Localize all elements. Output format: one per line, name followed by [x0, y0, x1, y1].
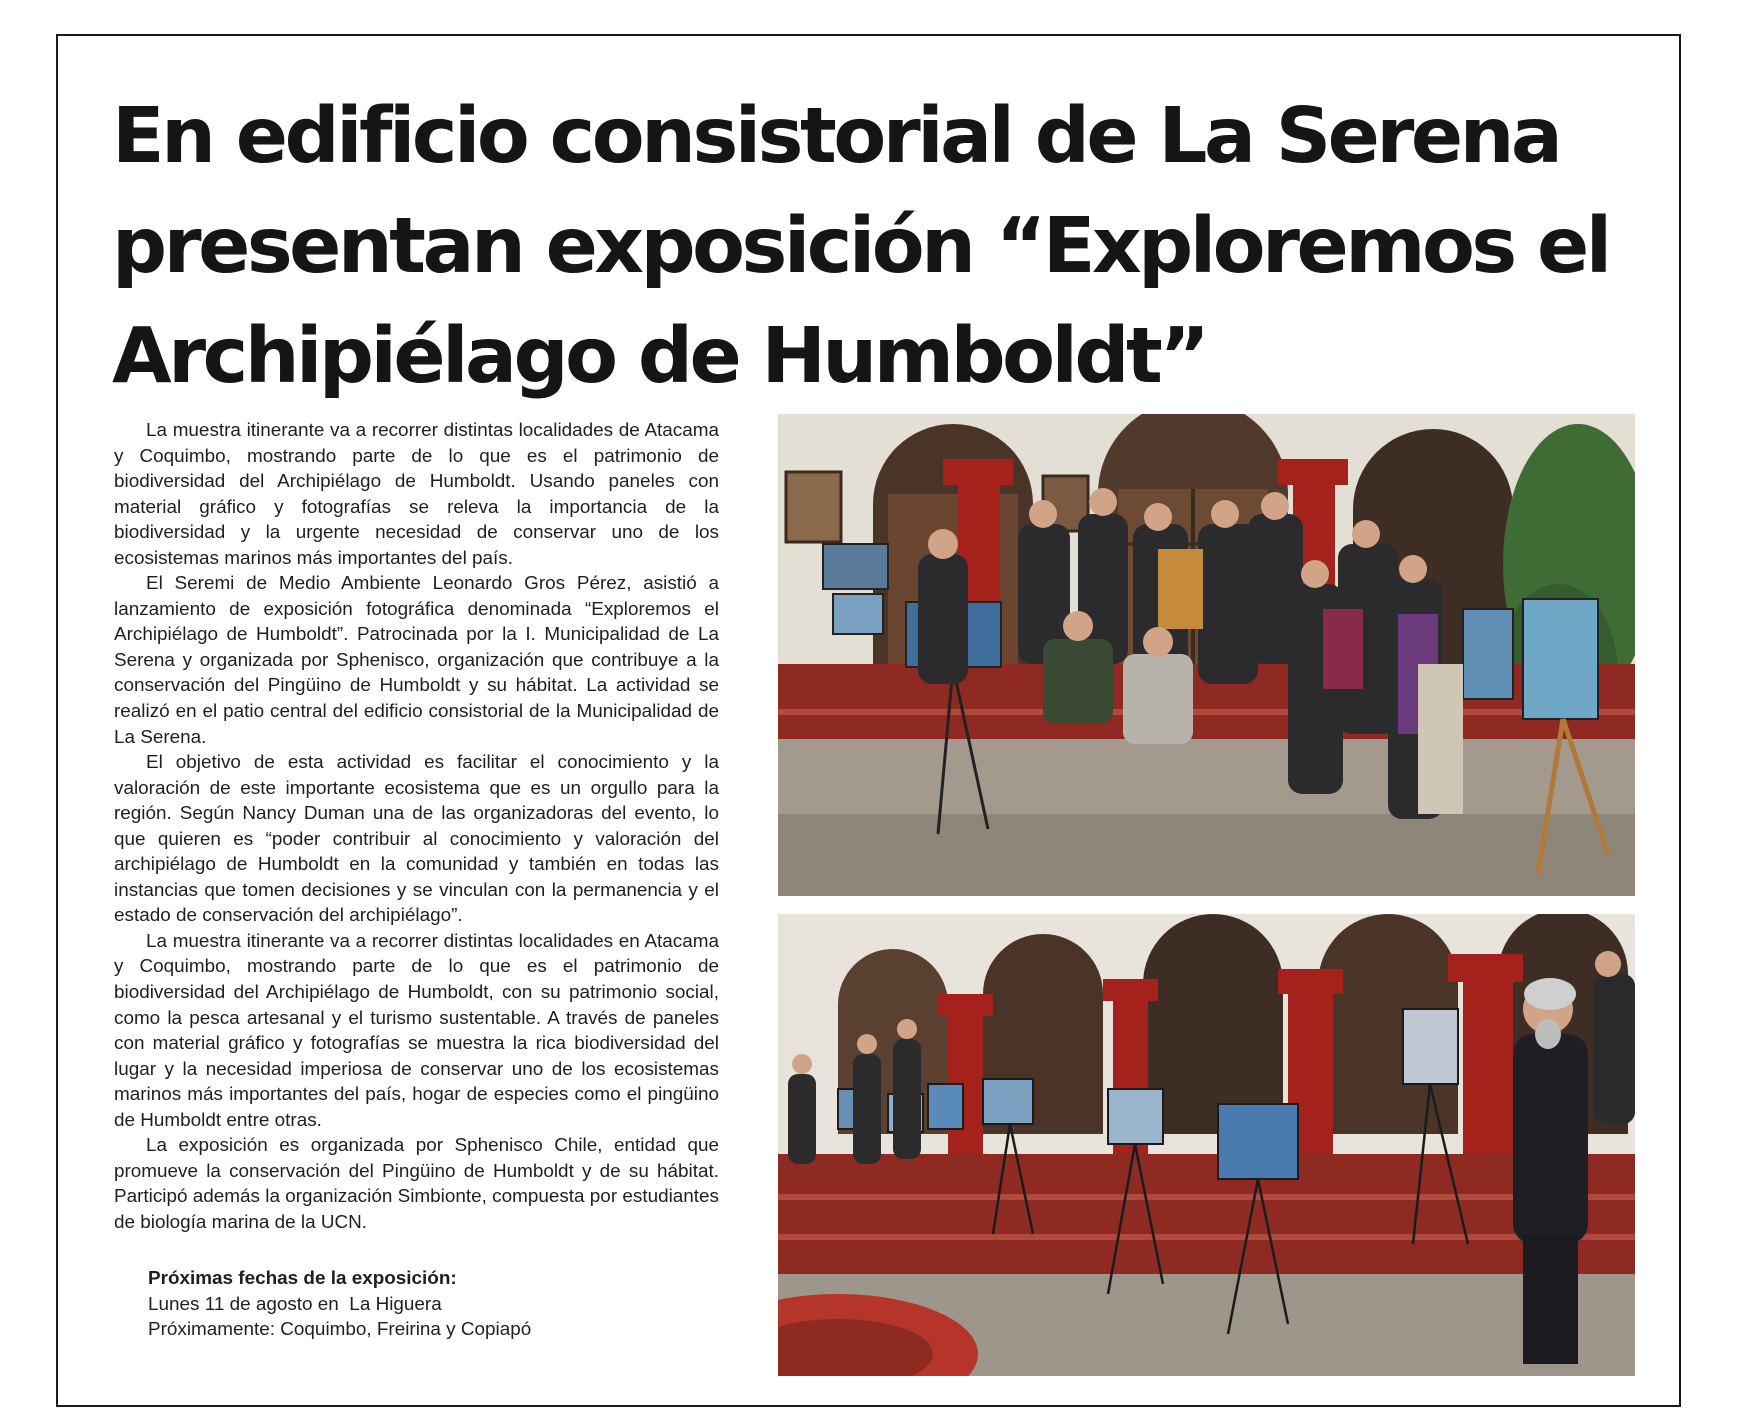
group-photo [778, 414, 1635, 896]
exhibition-photo [778, 914, 1635, 1376]
exhibition-dates [148, 1266, 708, 1343]
body-paragraph: El Seremi de Medio Ambiente Leonardo Gros Pérez, asistió a lanzamiento de exposición fotográfica denominada “Exploremos el Archipiélago de Humboldt”. Patrocinada por la I. Municipalidad de La Serena y organizada por Sphenisco, organización que contribuye a la conservación del Pingüino de Humboldt y su hábitat. La actividad se realizó en el patio central del edificio consistorial de la Municipalidad de La Serena. [114, 573, 719, 748]
body-paragraph: La muestra itinerante va a recorrer distintas localidades en Atacama y Coquimbo, mostrando parte de lo que es el patrimonio de biodiversidad del Archipiélago de Humboldt, con su patrimonio social, como la pesca artesanal y el turismo sustentable. A través de paneles con material gráfico y fotografías se muestra la rica biodiversidad del lugar y la necesidad imperiosa de conservar uno de los ecosistemas marinos más importantes del país, hogar de especies como el pingüino de Humboldt entre otras. [114, 930, 719, 1131]
article-body [114, 418, 719, 1236]
dates-title: Próximas fechas de la exposición: [148, 1268, 457, 1289]
body-paragraph: La exposición es organizada por Sphenisco Chile, entidad que promueve la conservación del Pingüino de Humboldt y de su hábitat. Participó además la organización Simbionte, compuesta por estudiantes de biología marina de la UCN. [114, 1135, 719, 1233]
dates-line: Lunes 11 de agosto en La Higuera [148, 1293, 442, 1315]
headline-line: Archipiélago de Humboldt” [112, 312, 1207, 401]
body-paragraph: La muestra itinerante va a recorrer distintas localidades de Atacama y Coquimbo, mostrando parte de lo que es el patrimonio de biodiversidad del Archipiélago de Humboldt. Usando paneles con material gráfico y fotografías se releva la importancia de la biodiversidad y la urgente necesidad de conservar uno de los ecosistemas marinos más importantes del país. [114, 420, 719, 569]
dates-line: Próximamente: Coquimbo, Freirina y Copiapó [148, 1319, 532, 1340]
body-paragraph: El objetivo de esta actividad es facilitar el conocimiento y la valoración de este importante ecosistema que es un orgullo para la región. Según Nancy Duman una de las organizadoras del evento, lo que quieren es “poder contribuir al conocimiento y valoración del archipiélago de Humboldt en la comunidad y también en todas las instancias que tomen decisiones y se vinculan con la permanencia y el estado de conservación del archipiélago”. [114, 752, 719, 927]
headline-line: En edificio consistorial de La Serena [112, 92, 1560, 181]
headline-line: presentan exposición “Exploremos el [112, 202, 1609, 291]
headline [112, 82, 1609, 412]
